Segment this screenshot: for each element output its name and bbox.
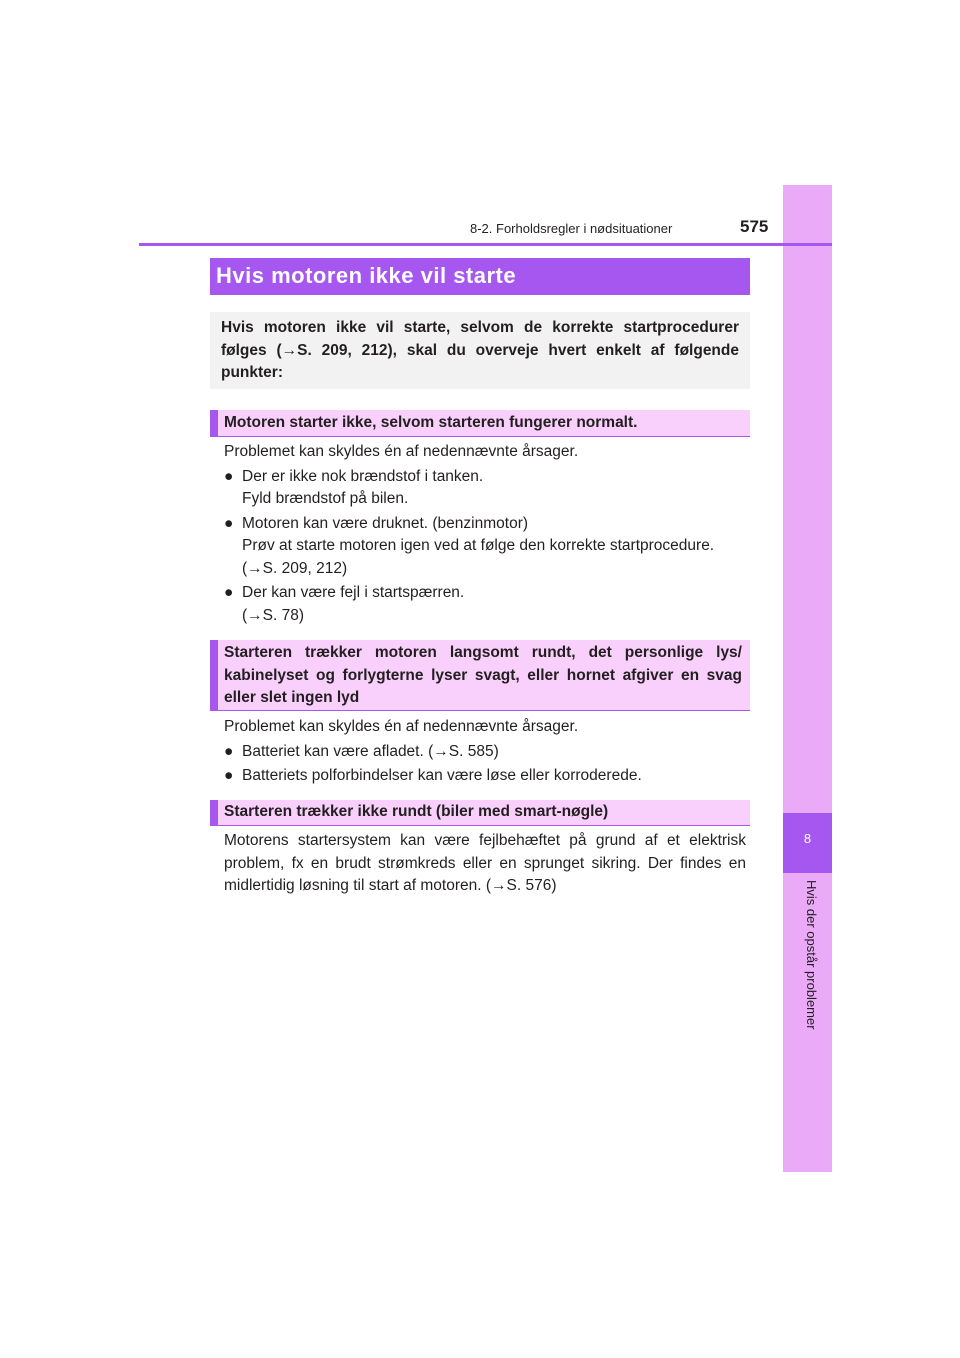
list-item [224, 466, 746, 511]
page-number: 575 [740, 217, 769, 236]
bullet-subtext: Prøv at starte motoren igen ved at følge den korrekte startprocedure. (→S. 209, 212) [242, 537, 715, 577]
bullet-icon: ● [224, 467, 234, 485]
section-lead: Problemet kan skyldes én af nedennævnte årsager. [224, 443, 579, 460]
section-body-2 [224, 716, 746, 788]
running-header: 8-2. Forholdsregler i nødsituationer [470, 221, 673, 236]
section-body-3 [224, 830, 746, 898]
bullet-text: Der kan være fejl i startspærren. [242, 584, 465, 601]
bullet-text: Motoren kan være druknet. (benzinmotor) [242, 514, 529, 532]
bullet-text: Batteriet kan være afladet. (→S. 585) [242, 742, 499, 760]
page-title: Hvis motoren ikke vil starte [210, 258, 750, 295]
bullet-text: Der er ikke nok brændstof i tanken. [242, 467, 484, 485]
list-item [224, 741, 746, 764]
section-text: Motorens startersystem kan være fejlbehæftet på grund af et elektrisk problem, fx en brudt strømkreds eller en sprunget sikring. Der findes en midlertidig løsning til start af motoren. (→S. 576) [224, 832, 746, 894]
section-heading-3: Starteren trækker ikke rundt (biler med smart-nøgle) [210, 800, 750, 826]
bullet-icon: ● [224, 742, 234, 760]
section-body-1 [224, 441, 746, 627]
intro-box: Hvis motoren ikke vil starte, selvom de korrekte startprocedurer følges (→S. 209, 212), skal du overveje hvert enkelt af følgende punkter: [210, 312, 750, 389]
bullet-subtext: Fyld brændstof på bilen. [242, 490, 409, 507]
chapter-number: 8 [783, 813, 832, 873]
bullet-text: Batteriets polforbindelser kan være løse eller korroderede. [242, 767, 642, 784]
section-heading-2: Starteren trækker motoren langsomt rundt, det personlige lys/ kabinelyset og forlygterne lyser svagt, eller hornet afgiver en svag eller slet ingen lyd [210, 640, 750, 711]
bullet-icon: ● [224, 767, 234, 784]
chapter-label: Hvis der opstår problemer [804, 880, 819, 1030]
header-rule [139, 243, 832, 246]
list-item [224, 513, 746, 581]
section-heading-1: Motoren starter ikke, selvom starteren fungerer normalt. [210, 410, 750, 437]
bullet-subtext: (→S. 78) [242, 606, 305, 624]
section-lead: Problemet kan skyldes én af nedennævnte årsager. [224, 718, 579, 735]
bullet-icon: ● [224, 584, 234, 601]
bullet-icon: ● [224, 514, 234, 532]
list-item [224, 582, 746, 627]
list-item [224, 765, 746, 788]
